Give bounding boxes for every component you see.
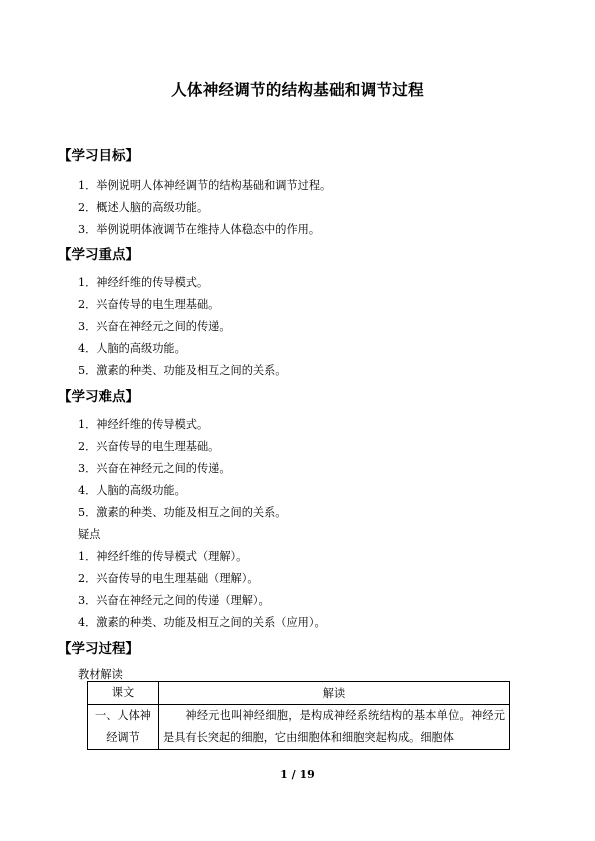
list-item: 3．兴奋在神经元之间的传递。 <box>78 320 231 333</box>
list-item: 2．兴奋传导的电生理基础。 <box>78 440 220 453</box>
list-item: 2．兴奋传导的电生理基础。 <box>78 298 220 311</box>
section-heading-difficulties: 【学习难点】 <box>58 389 139 405</box>
list-item: 4．人脑的高级功能。 <box>78 484 186 497</box>
list-item: 3．举例说明体液调节在维持人体稳态中的作用。 <box>78 223 321 236</box>
table-row <box>88 705 510 750</box>
table-cell-explanation: 神经元也叫神经细胞，是构成神经系统结构的基本单位。神经元是具有长突起的细胞，它由细胞体和细胞突起构成。细胞体 <box>159 705 510 750</box>
list-item: 1．神经纤维的传导模式。 <box>78 276 209 289</box>
section-heading-process: 【学习过程】 <box>58 641 139 657</box>
list-item: 3．兴奋在神经元之间的传递（理解）。 <box>78 594 270 607</box>
section-heading-key-points: 【学习重点】 <box>58 247 139 263</box>
list-item: 1．神经纤维的传导模式。 <box>78 418 209 431</box>
column-header-text: 课文 <box>88 682 159 705</box>
section-heading-objectives: 【学习目标】 <box>58 148 139 164</box>
list-item: 2．兴奋传导的电生理基础（理解）。 <box>78 572 259 585</box>
list-item: 4．人脑的高级功能。 <box>78 342 186 355</box>
page-number: 1 / 19 <box>280 768 315 781</box>
list-item: 2．概述人脑的高级功能。 <box>78 201 209 214</box>
table-cell-text: 一、人体神经调节 <box>88 705 159 750</box>
table-header-row <box>88 682 510 705</box>
list-item: 1．举例说明人体神经调节的结构基础和调节过程。 <box>78 179 332 192</box>
doubts-label: 疑点 <box>78 528 101 541</box>
column-header-explanation: 解读 <box>159 682 510 705</box>
list-item: 5．激素的种类、功能及相互之间的关系。 <box>78 506 287 519</box>
list-item: 4．激素的种类、功能及相互之间的关系（应用）。 <box>78 616 326 629</box>
table-caption: 教材解读 <box>78 668 123 681</box>
list-item: 3．兴奋在神经元之间的传递。 <box>78 462 231 475</box>
page-title: 人体神经调节的结构基础和调节过程 <box>171 81 424 99</box>
list-item: 1．神经纤维的传导模式（理解）。 <box>78 550 248 563</box>
list-item: 5．激素的种类、功能及相互之间的关系。 <box>78 364 287 377</box>
explanation-table <box>87 681 510 750</box>
